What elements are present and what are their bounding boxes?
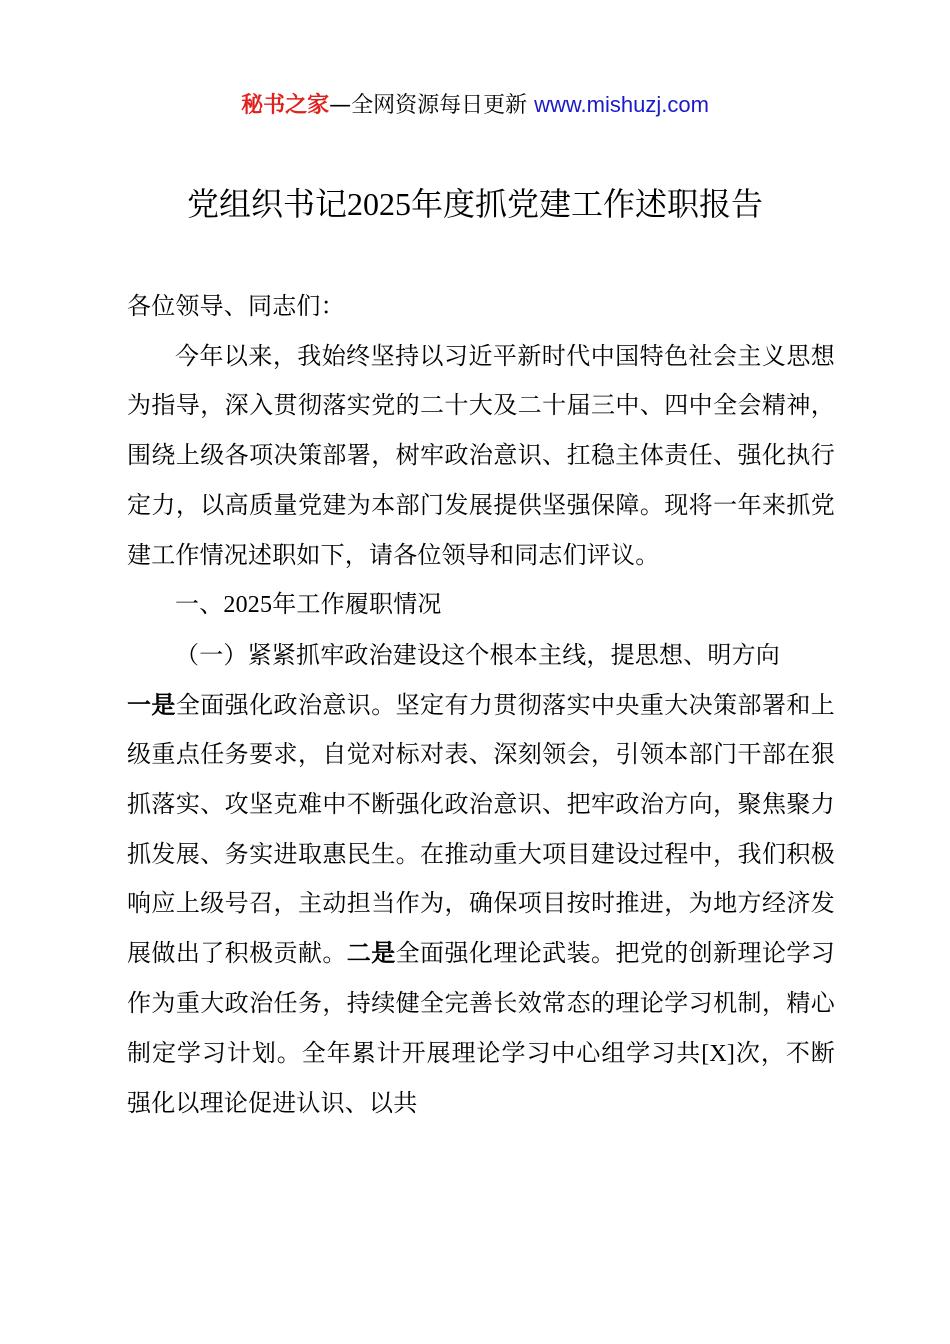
title-year: 2025 bbox=[347, 186, 411, 222]
site-url-link[interactable]: www.mishuzj.com bbox=[534, 92, 709, 117]
brand-name: 秘书之家 bbox=[241, 93, 330, 118]
point-2-text-start: 全面强化理论武装。把党的创新理论学习作为重大政治任务，持续健全完善长效常态的理论学习机制，精心制定学习计划。全年累计开展理论学习中心组学习共 bbox=[127, 939, 835, 1067]
point-1-label: 一是 bbox=[127, 690, 176, 719]
point-2-text-end: 次，不断强化以理论促进认识、以共 bbox=[127, 1038, 835, 1118]
point-1-text: 全面强化政治意识。坚定有力贯彻落实中央重大决策部署和上级重点任务要求，自觉对标对表、深刻领会，引领本部门干部在狠抓落实、攻坚克难中不断强化政治意识、把牢政治方向，聚焦聚力抓发展、务实进取惠民生。在推动重大项目建设过程中，我们积极响应上级号召，主动担当作为，确保项目按时推进，为地方经济发展做出了积极贡献。 bbox=[127, 690, 835, 968]
salutation: 各位领导、同志们： bbox=[127, 292, 345, 320]
intro-paragraph: 今年以来，我始终坚持以习近平新时代中国特色社会主义思想为指导，深入贯彻落实党的二十大及二十届三中、四中全会精神，围绕上级各项决策部署，树牢政治意识、扛稳主体责任、强化执行定力，以高质量党建为本部门发展提供坚强保障。现将一年来抓党建工作情况述职如下，请各位领导和同志们评议。 bbox=[127, 341, 835, 569]
section-heading-1 bbox=[127, 580, 835, 631]
header-tagline: —全网资源每日更新 bbox=[329, 93, 535, 118]
section-heading-prefix: 一、 bbox=[175, 590, 224, 619]
subsection-heading-1: （一）紧紧抓牢政治建设这个根本主线，提思想、明方向 bbox=[175, 640, 780, 669]
document-title bbox=[0, 180, 950, 228]
points-paragraph bbox=[127, 681, 835, 1129]
title-suffix: 年度抓党建工作述职报告 bbox=[411, 185, 764, 223]
title-prefix: 党组织书记 bbox=[186, 185, 347, 223]
section-heading-year: 2025 bbox=[223, 592, 273, 619]
document-body bbox=[127, 282, 835, 1129]
site-header bbox=[0, 88, 950, 123]
section-heading-suffix: 年工作履职情况 bbox=[272, 590, 442, 619]
point-2-label: 二是 bbox=[346, 939, 396, 968]
point-2-placeholder: [X] bbox=[701, 1040, 736, 1067]
